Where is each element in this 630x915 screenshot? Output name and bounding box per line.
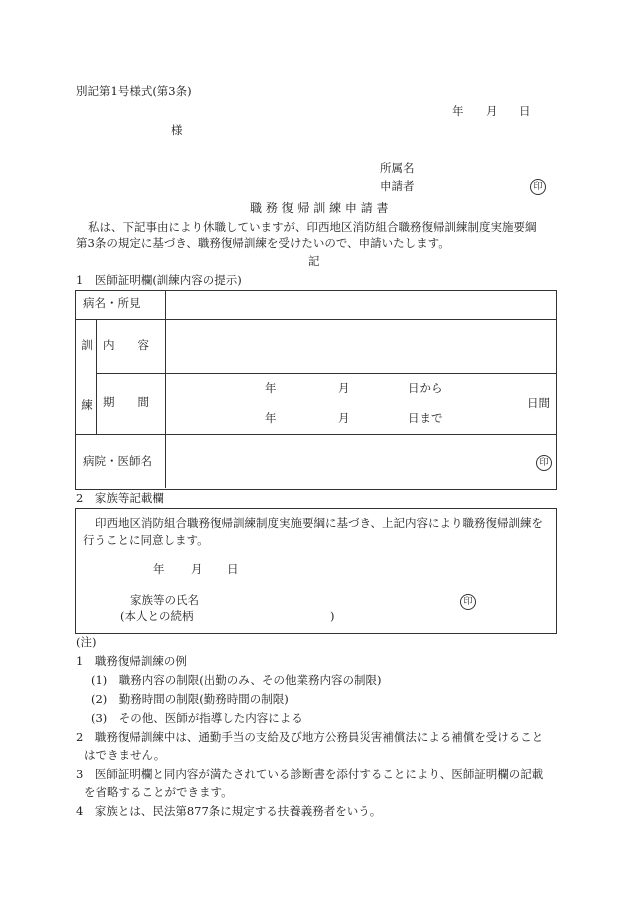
disease-label: 病名・所見 [83, 296, 141, 310]
family-name-label: 家族等の氏名 [130, 593, 199, 607]
relation-label: (本人との続柄 [120, 609, 194, 623]
ki-label: 記 [308, 254, 320, 268]
notes-heading: (注) [76, 635, 97, 649]
consent-date-day: 日 [227, 562, 239, 576]
period-label: 期 間 [103, 395, 149, 409]
note-line: (3) その他、医師が指導した内容による [91, 711, 303, 725]
table-divider [165, 290, 166, 488]
intro-line-2: 第3条の規定に基づき、職務復帰訓練を受けたいので、申請いたします。 [76, 236, 450, 250]
training-label-char: 訓 [81, 338, 93, 352]
training-label-char: 練 [81, 398, 93, 412]
form-number: 別記第1号様式(第3条) [76, 84, 192, 98]
content-label: 内 容 [103, 338, 149, 352]
hospital-doctor-label: 病院・医師名 [83, 454, 152, 468]
note-line: を省略することができます。 [84, 785, 233, 799]
period-to-month: 月 [338, 411, 350, 425]
period-to-year: 年 [265, 411, 277, 425]
note-line: はできません。 [84, 748, 166, 762]
note-line: 1 職務復帰訓練の例 [76, 654, 187, 668]
period-to-day: 日まで [408, 411, 443, 425]
consent-line-2: 行うことに同意します。 [83, 533, 209, 547]
applicant-seal-icon: 印 [530, 179, 546, 195]
date-day-label: 日 [519, 104, 531, 118]
family-seal-icon: 印 [460, 594, 476, 610]
period-from-year: 年 [265, 381, 277, 395]
date-year-label: 年 [452, 104, 464, 118]
consent-line-1: 印西地区消防組合職務復帰訓練制度実施要綱に基づき、上記内容により職務復帰訓練を [95, 516, 544, 530]
period-from-month: 月 [338, 381, 350, 395]
table-divider [75, 319, 557, 320]
document-title: 職 務 復 帰 訓 練 申 請 書 [250, 201, 389, 215]
days-label: 日間 [527, 396, 550, 410]
section2-heading: 2 家族等記載欄 [76, 491, 164, 505]
table-divider [96, 319, 97, 434]
note-line: (1) 職務内容の制限(出勤のみ、その他業務内容の制限) [91, 673, 382, 687]
relation-close: ) [330, 609, 335, 623]
consent-date-month: 月 [191, 562, 203, 576]
doctor-seal-icon: 印 [536, 455, 552, 471]
note-line: 2 職務復帰訓練中は、通勤手当の支給及び地方公務員災害補償法による補償を受けること [76, 730, 544, 744]
date-month-label: 月 [486, 104, 498, 118]
intro-line-1: 私は、下記事由により休職していますが、印西地区消防組合職務復帰訓練制度実施要綱 [88, 220, 537, 234]
note-line: (2) 勤務時間の制限(勤務時間の制限) [91, 692, 289, 706]
affiliation-label: 所属名 [380, 161, 415, 175]
period-from-day: 日から [408, 381, 443, 395]
table-divider [75, 434, 557, 435]
addressee-suffix: 様 [171, 123, 183, 137]
consent-date-year: 年 [153, 562, 165, 576]
note-line: 4 家族とは、民法第877条に規定する扶養義務者をいう。 [76, 804, 382, 818]
note-line: 3 医師証明欄と同内容が満たされている診断書を添付することにより、医師証明欄の記載 [76, 767, 544, 781]
applicant-label: 申請者 [380, 179, 415, 193]
section1-heading: 1 医師証明欄(訓練内容の提示) [76, 273, 242, 287]
